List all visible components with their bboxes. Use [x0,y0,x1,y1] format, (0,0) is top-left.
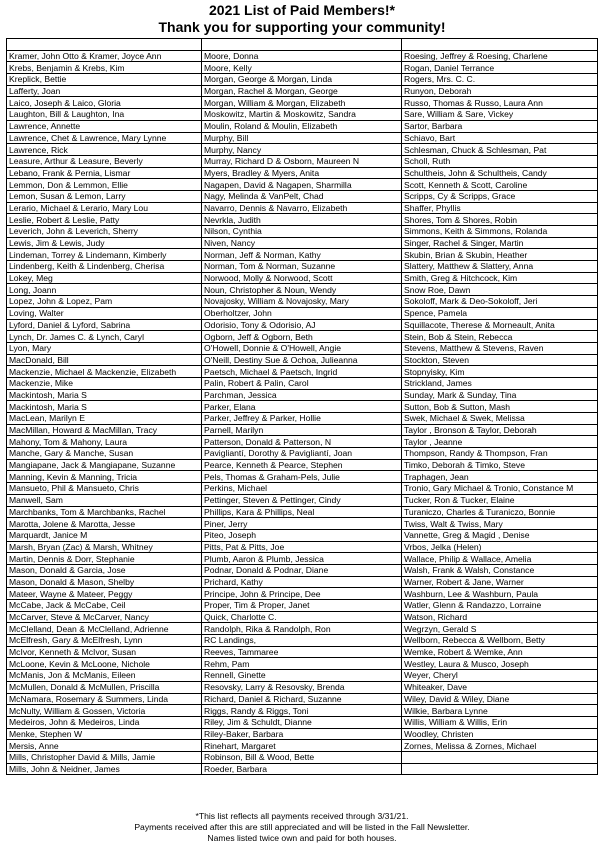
table-row [7,413,598,425]
member-cell: Sutton, Bob & Sutton, Mash [402,401,598,413]
member-cell: Mackenzie, Michael & Mackenzie, Elizabeth [7,366,202,378]
table-row [7,331,598,343]
table-row [7,658,598,670]
table-row [7,693,598,705]
member-cell: Lyford, Daniel & Lyford, Sabrina [7,319,202,331]
member-cell: Skubin, Brian & Skubin, Heather [402,249,598,261]
member-cell: Morgan, Rachel & Morgan, George [202,85,402,97]
member-cell: Plumb, Aaron & Plumb, Jessica [202,553,402,565]
footer-notes [0,811,604,844]
member-cell: Leverich, John & Leverich, Sherry [7,226,202,238]
member-cell: Morgan, William & Morgan, Elizabeth [202,97,402,109]
table-row [7,763,598,775]
table-row [7,342,598,354]
member-cell: Taylor , Jeanne [402,436,598,448]
member-cell: Murphy, Bill [202,132,402,144]
member-cell: Podnar, Donald & Podnar, Diane [202,564,402,576]
member-cell: Parnell, Marilyn [202,424,402,436]
member-cell: McManis, Jon & McManis, Eileen [7,670,202,682]
member-cell: Warner, Robert & Jane, Warner [402,576,598,588]
member-cell: Loving, Walter [7,307,202,319]
table-row [7,179,598,191]
member-cell: Kramer, John Otto & Kramer, Joyce Ann [7,50,202,62]
member-cell: Sokoloff, Mark & Deo-Sokoloff, Jeri [402,296,598,308]
member-cell: Twiss, Walt & Twiss, Mary [402,518,598,530]
member-cell: Mahony, Tom & Mahony, Laura [7,436,202,448]
member-cell: Rehm, Pam [202,658,402,670]
member-cell: Piteo, Joseph [202,529,402,541]
member-cell: Sare, William & Sare, Vickey [402,109,598,121]
member-cell: Parchman, Jessica [202,389,402,401]
table-row [7,646,598,658]
member-cell: Schlesman, Chuck & Schlesman, Pat [402,144,598,156]
member-cell: Mason, Donald & Mason, Shelby [7,576,202,588]
member-cell: Slattery, Matthew & Slattery, Anna [402,261,598,273]
member-cell: McMullen, Donald & McMullen, Priscilla [7,681,202,693]
member-cell: McCabe, Jack & McCabe, Ceil [7,600,202,612]
table-row [7,39,598,51]
member-cell: Schultheis, John & Schultheis, Candy [402,167,598,179]
table-row [7,588,598,600]
member-cell: Zornes, Melissa & Zornes, Michael [402,740,598,752]
member-cell: Mackintosh, Maria S [7,401,202,413]
member-cell: Turaniczo, Charles & Turaniczo, Bonnie [402,506,598,518]
member-cell: O'Howell, Donnie & O'Howell, Angie [202,342,402,354]
member-cell: Smith, Greg & Hitchcock, Kim [402,272,598,284]
table-row [7,600,598,612]
table-row [7,249,598,261]
member-cell: Pitts, Pat & Pitts, Joe [202,541,402,553]
page-subtitle: Thank you for supporting your community! [158,19,446,35]
member-cell: Randolph, Rika & Randolph, Ron [202,623,402,635]
table-row [7,296,598,308]
footer-note-1: *This list reflects all payments received through 3/31/21. [195,811,409,821]
member-cell: McIvor, Kenneth & McIvor, Susan [7,646,202,658]
table-row [7,494,598,506]
member-cell: Swek, Michael & Swek, Melissa [402,413,598,425]
member-cell: Martin, Dennis & Dorr, Stephanie [7,553,202,565]
member-cell: Tucker, Ron & Tucker, Elaine [402,494,598,506]
member-cell: Lebano, Frank & Pernia, Lismar [7,167,202,179]
member-cell: McNulty, William & Gossen, Victoria [7,705,202,717]
table-row [7,576,598,588]
member-cell: Wiley, David & Wiley, Diane [402,693,598,705]
member-cell: Washburn, Lee & Washburn, Paula [402,588,598,600]
member-cell: Riggs, Randy & Riggs, Toni [202,705,402,717]
member-cell: Odorisio, Tony & Odorisio, AJ [202,319,402,331]
member-cell: Laughton, Bill & Laughton, Ina [7,109,202,121]
members-table-body [7,39,598,775]
member-cell: Murphy, Nancy [202,144,402,156]
member-cell: Moore, Donna [202,50,402,62]
table-row [7,716,598,728]
table-row [7,529,598,541]
member-cell: Krebs, Benjamin & Krebs, Kim [7,62,202,74]
header [0,0,604,36]
member-cell: Mersis, Anne [7,740,202,752]
member-cell: Prichard, Kathy [202,576,402,588]
table-row [7,424,598,436]
member-cell: McClelland, Dean & McClelland, Adrienne [7,623,202,635]
table-row [7,190,598,202]
member-cell: Riley, Jim & Schuldt, Dianne [202,716,402,728]
member-cell: Riley-Baker, Barbara [202,728,402,740]
table-row [7,261,598,273]
member-cell: Marchbanks, Tom & Marchbanks, Rachel [7,506,202,518]
member-cell: Weyer, Cheryl [402,670,598,682]
member-cell: Snow Roe, Dawn [402,284,598,296]
member-cell: Lafferty, Joan [7,85,202,97]
table-row [7,553,598,565]
member-cell: Russo, Thomas & Russo, Laura Ann [402,97,598,109]
member-cell: Whiteaker, Dave [402,681,598,693]
member-cell: Manche, Gary & Manche, Susan [7,448,202,460]
member-cell: Robinson, Bill & Wood, Bette [202,751,402,763]
table-row [7,541,598,553]
member-cell: Scripps, Cy & Scripps, Grace [402,190,598,202]
member-cell [202,39,402,51]
member-cell: Perkins, Michael [202,483,402,495]
member-cell: Pavigliantí, Dorothy & Pavigliantí, Joan [202,448,402,460]
table-row [7,751,598,763]
member-cell: Wellborn, Rebecca & Wellborn, Betty [402,635,598,647]
member-cell: Myers, Bradley & Myers, Anita [202,167,402,179]
table-row [7,436,598,448]
member-cell: Phillips, Kara & Phillips, Neal [202,506,402,518]
member-cell: Thompson, Randy & Thompson, Fran [402,448,598,460]
table-row [7,62,598,74]
table-row [7,97,598,109]
member-cell: Spence, Pamela [402,307,598,319]
member-cell: Mateer, Wayne & Mateer, Peggy [7,588,202,600]
member-cell: Woodley, Christen [402,728,598,740]
member-cell: Lynch, Dr. James C. & Lynch, Caryl [7,331,202,343]
member-cell: O'Neill, Destiny Sue & Ochoa, Julieanna [202,354,402,366]
member-cell: Paetsch, Michael & Paetsch, Ingrid [202,366,402,378]
member-cell: Marsh, Bryan (Zac) & Marsh, Whitney [7,541,202,553]
table-row [7,483,598,495]
table-row [7,284,598,296]
member-cell: Norwood, Molly & Norwood, Scott [202,272,402,284]
member-cell: Murray, Richard D & Osborn, Maureen N [202,155,402,167]
member-cell: Rennell, Ginette [202,670,402,682]
table-row [7,670,598,682]
member-cell: Nagapen, David & Nagapen, Sharmilla [202,179,402,191]
table-row [7,237,598,249]
table-row [7,354,598,366]
table-row [7,366,598,378]
member-cell: Singer, Rachel & Singer, Martin [402,237,598,249]
member-cell: Willis, William & Willis, Erin [402,716,598,728]
member-cell: Manning, Kevin & Manning, Tricia [7,471,202,483]
member-cell: Squillacote, Therese & Morneault, Anita [402,319,598,331]
table-row [7,401,598,413]
member-cell: Navarro, Dennis & Navarro, Elizabeth [202,202,402,214]
member-cell: Scott, Kenneth & Scott, Caroline [402,179,598,191]
member-cell: Norman, Jeff & Norman, Kathy [202,249,402,261]
member-cell: Shores, Tom & Shores, Robin [402,214,598,226]
member-cell: Mackenzie, Mike [7,377,202,389]
member-cell: Lawrence, Rick [7,144,202,156]
member-cell: Stopnyisky, Kim [402,366,598,378]
member-cell: Medeiros, John & Medeiros, Linda [7,716,202,728]
member-cell: Lemon, Susan & Lemon, Larry [7,190,202,202]
member-cell: MacLean, Marilyn E [7,413,202,425]
member-cell: Strickland, James [402,377,598,389]
table-row [7,319,598,331]
member-cell: Nilson, Cynthia [202,226,402,238]
member-cell [402,763,598,775]
member-cell: Marquardt, Janice M [7,529,202,541]
table-row [7,144,598,156]
page-title: 2021 List of Paid Members!* [209,2,395,18]
table-row [7,214,598,226]
member-cell: Nevrkla, Judith [202,214,402,226]
member-cell [7,39,202,51]
member-cell: Richard, Daniel & Richard, Suzanne [202,693,402,705]
member-cell: Tronio, Gary Michael & Tronio, Constance M [402,483,598,495]
member-cell: Laico, Joseph & Laico, Gloria [7,97,202,109]
member-cell: Sartor, Barbara [402,120,598,132]
member-cell [402,751,598,763]
member-cell: Parker, Jeffrey & Parker, Hollie [202,413,402,425]
member-cell: Kreplick, Bettie [7,74,202,86]
member-cell: Stein, Bob & Stein, Rebecca [402,331,598,343]
member-cell: Moore, Kelly [202,62,402,74]
member-cell: McCarver, Steve & McCarver, Nancy [7,611,202,623]
table-row [7,623,598,635]
member-cell: Oberholtzer, John [202,307,402,319]
member-cell: Nagy, Melinda & VanPelt, Chad [202,190,402,202]
member-cell: Moskowitz, Martin & Moskowitz, Sandra [202,109,402,121]
table-row [7,109,598,121]
footer-note-3: Names listed twice own and paid for both houses. [207,833,397,843]
member-cell: MacMillan, Howard & MacMillan, Tracy [7,424,202,436]
table-row [7,389,598,401]
member-cell: Stockton, Steven [402,354,598,366]
table-row [7,564,598,576]
member-cell: Pearce, Kenneth & Pearce, Stephen [202,459,402,471]
member-cell: Leasure, Arthur & Leasure, Beverly [7,155,202,167]
member-cell: Manwell, Sam [7,494,202,506]
member-cell: Mangiapane, Jack & Mangiapane, Suzanne [7,459,202,471]
table-row [7,155,598,167]
member-cell: Morgan, George & Morgan, Linda [202,74,402,86]
member-cell: Scholl, Ruth [402,155,598,167]
table-row [7,132,598,144]
member-cell: Wemke, Robert & Wemke, Ann [402,646,598,658]
table-row [7,681,598,693]
table-row [7,635,598,647]
member-cell: Novajosky, William & Novajosky, Mary [202,296,402,308]
member-cell: Moulin, Roland & Moulin, Elizabeth [202,120,402,132]
table-row [7,272,598,284]
member-cell: McLoone, Kevin & McLoone, Nichole [7,658,202,670]
member-cell: Menke, Stephen W [7,728,202,740]
member-cell: Niven, Nancy [202,237,402,249]
table-row [7,307,598,319]
member-cell: Lemmon, Don & Lemmon, Ellie [7,179,202,191]
member-cell: Simmons, Keith & Simmons, Rolanda [402,226,598,238]
member-cell: Lindeman, Torrey & Lindemann, Kimberly [7,249,202,261]
member-cell: Proper, Tim & Proper, Janet [202,600,402,612]
member-cell: Traphagen, Jean [402,471,598,483]
member-cell: Reeves, Tammaree [202,646,402,658]
member-cell: Lawrence, Chet & Lawrence, Mary Lynne [7,132,202,144]
member-cell: Vannette, Greg & Magid , Denise [402,529,598,541]
member-cell: Rogan, Daniel Terrance [402,62,598,74]
table-row [7,448,598,460]
member-cell: Lewis, Jim & Lewis, Judy [7,237,202,249]
member-cell: Piner, Jerry [202,518,402,530]
member-cell: Roeder, Barbara [202,763,402,775]
member-cell: Taylor , Bronson & Taylor, Deborah [402,424,598,436]
member-cell: Parker, Elana [202,401,402,413]
member-cell: Lerario, Michael & Lerario, Mary Lou [7,202,202,214]
member-cell: Roesing, Jeffrey & Roesing, Charlene [402,50,598,62]
member-cell: Norman, Tom & Norman, Suzanne [202,261,402,273]
member-cell: Long, Joann [7,284,202,296]
member-cell: Lindenberg, Keith & Lindenberg, Cherisa [7,261,202,273]
member-cell: Rinehart, Margaret [202,740,402,752]
table-row [7,518,598,530]
member-cell: Timko, Deborah & Timko, Steve [402,459,598,471]
member-cell: Rogers, Mrs. C. C. [402,74,598,86]
member-cell: Patterson, Donald & Patterson, N [202,436,402,448]
table-row [7,85,598,97]
member-cell: Quick, Charlotte C. [202,611,402,623]
member-cell: Wegrzyn, Gerald S [402,623,598,635]
table-row [7,506,598,518]
table-row [7,202,598,214]
member-cell: Lyon, Mary [7,342,202,354]
table-row [7,740,598,752]
member-cell: Mills, John & Neidner, James [7,763,202,775]
member-cell: Principe, John & Principe, Dee [202,588,402,600]
member-cell: Mason, Donald & Garcia, Jose [7,564,202,576]
member-cell: Leslie, Robert & Leslie, Patty [7,214,202,226]
table-row [7,471,598,483]
table-row [7,167,598,179]
member-cell: Noun, Christopher & Noun, Wendy [202,284,402,296]
member-cell: Vrbos, Jelka (Helen) [402,541,598,553]
member-cell: MacDonald, Bill [7,354,202,366]
member-cell: Stevens, Matthew & Stevens, Raven [402,342,598,354]
member-cell: Mills, Christopher David & Mills, Jamie [7,751,202,763]
member-cell: Westley, Laura & Musco, Joseph [402,658,598,670]
table-row [7,74,598,86]
table-row [7,459,598,471]
member-cell: Watler, Glenn & Randazzo, Lorraine [402,600,598,612]
member-cell: Sunday, Mark & Sunday, Tina [402,389,598,401]
member-cell: Shaffer, Phyllis [402,202,598,214]
member-cell: Lokey, Meg [7,272,202,284]
member-cell: Lopez, John & Lopez, Pam [7,296,202,308]
member-cell: Marotta, Jolene & Marotta, Jesse [7,518,202,530]
members-table [6,38,598,775]
member-cell: McNamara, Rosemary & Summers, Linda [7,693,202,705]
member-cell: Resovsky, Larry & Resovsky, Brenda [202,681,402,693]
member-cell: Ogborn, Jeff & Ogborn, Beth [202,331,402,343]
member-cell: Mackintosh, Maria S [7,389,202,401]
table-row [7,226,598,238]
member-cell: Wallace, Philip & Wallace, Amelia [402,553,598,565]
member-cell: Pels, Thomas & Graham-Pels, Julie [202,471,402,483]
member-cell: Lawrence, Annette [7,120,202,132]
member-cell: Pettinger, Steven & Pettinger, Cindy [202,494,402,506]
member-cell: RC Landings, [202,635,402,647]
table-row [7,705,598,717]
table-row [7,728,598,740]
table-row [7,611,598,623]
table-row [7,120,598,132]
member-cell: Schiavo, Bart [402,132,598,144]
member-cell: McElfresh, Gary & McElfresh, Lynn [7,635,202,647]
member-cell: Mansueto, Phil & Mansueto, Chris [7,483,202,495]
member-cell: Watson, Richard [402,611,598,623]
member-cell: Palin, Robert & Palin, Carol [202,377,402,389]
member-cell: Walsh, Frank & Walsh, Constance [402,564,598,576]
footer-note-2: Payments received after this are still appreciated and will be listed in the Fall Newsletter. [134,822,470,832]
member-cell: Runyon, Deborah [402,85,598,97]
member-cell [402,39,598,51]
table-row [7,377,598,389]
member-cell: Wilkie, Barbara Lynne [402,705,598,717]
table-row [7,50,598,62]
